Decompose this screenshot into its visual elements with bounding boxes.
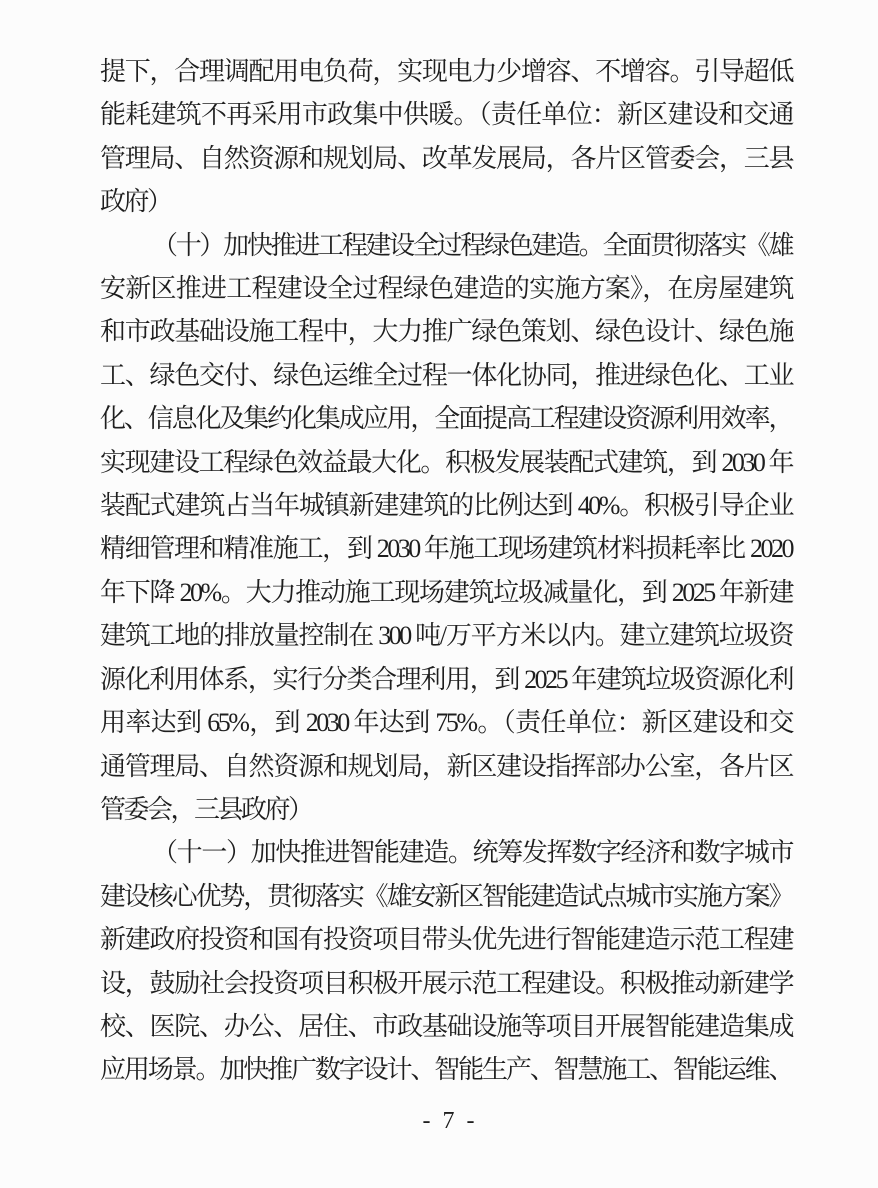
text-line: 建筑工地的排放量控制在 300 吨/万平方米以内。建立建筑垃圾资 bbox=[100, 621, 792, 651]
text-line: 新建政府投资和国有投资项目带头优先进行智能建造示范工程建 bbox=[100, 925, 792, 955]
text-line: 校、医院、办公、居住、市政基础设施等项目开展智能建造集成 bbox=[100, 1011, 792, 1041]
text-line: 和市政基础设施工程中，大力推广绿色策划、绿色设计、绿色施 bbox=[100, 317, 792, 347]
text-line: 安新区推进工程建设全过程绿色建造的实施方案》，在房屋建筑 bbox=[100, 274, 792, 304]
text-line: 设，鼓励社会投资项目积极开展示范工程建设。积极推动新建学 bbox=[100, 968, 792, 998]
text-line: 建设核心优势，贯彻落实《雄安新区智能建造试点城市实施方案》 bbox=[100, 881, 792, 911]
text-line: 用率达到 65%，到 2030 年达到 75%。（责任单位：新区建设和交 bbox=[100, 708, 792, 738]
text-line: （十）加快推进工程建设全过程绿色建造。全面贯彻落实《雄 bbox=[152, 230, 792, 260]
text-line: 管委会，三县政府） bbox=[100, 794, 312, 824]
text-line: 能耗建筑不再采用市政集中供暖。（责任单位：新区建设和交通 bbox=[100, 100, 792, 130]
text-line: 工、绿色交付、绿色运维全过程一体化协同，推进绿色化、工业 bbox=[100, 360, 792, 390]
text-line: 实现建设工程绿色效益最大化。积极发展装配式建筑，到 2030 年 bbox=[100, 447, 792, 477]
text-line: 源化利用体系，实行分类合理利用，到 2025 年建筑垃圾资源化利 bbox=[100, 664, 792, 694]
text-line: 提下，合理调配用电负荷，实现电力少增容、不增容。引导超低 bbox=[100, 57, 792, 86]
text-line: （十一）加快推进智能建造。统筹发挥数字经济和数字城市 bbox=[152, 838, 792, 868]
text-line: 应用场景。加快推广数字设计、智能生产、智慧施工、智能运维、 bbox=[100, 1055, 792, 1085]
document-text-block bbox=[100, 50, 792, 1092]
text-line: 政府） bbox=[100, 187, 171, 217]
text-line: 装配式建筑占当年城镇新建建筑的比例达到 40%。积极引导企业 bbox=[100, 491, 792, 521]
text-line: 精细管理和精准施工，到 2030 年施工现场建筑材料损耗率比 2020 bbox=[100, 534, 792, 564]
text-line: 管理局、自然资源和规划局、改革发展局，各片区管委会，三县 bbox=[100, 143, 792, 173]
text-line: 通管理局、自然资源和规划局，新区建设指挥部办公室，各片区 bbox=[100, 751, 792, 781]
text-line: 化、信息化及集约化集成应用，全面提高工程建设资源利用效率， bbox=[100, 404, 792, 434]
page-number: - 7 - bbox=[422, 1108, 478, 1134]
text-line: 年下降 20%。大力推动施工现场建筑垃圾减量化，到 2025 年新建 bbox=[100, 577, 792, 607]
